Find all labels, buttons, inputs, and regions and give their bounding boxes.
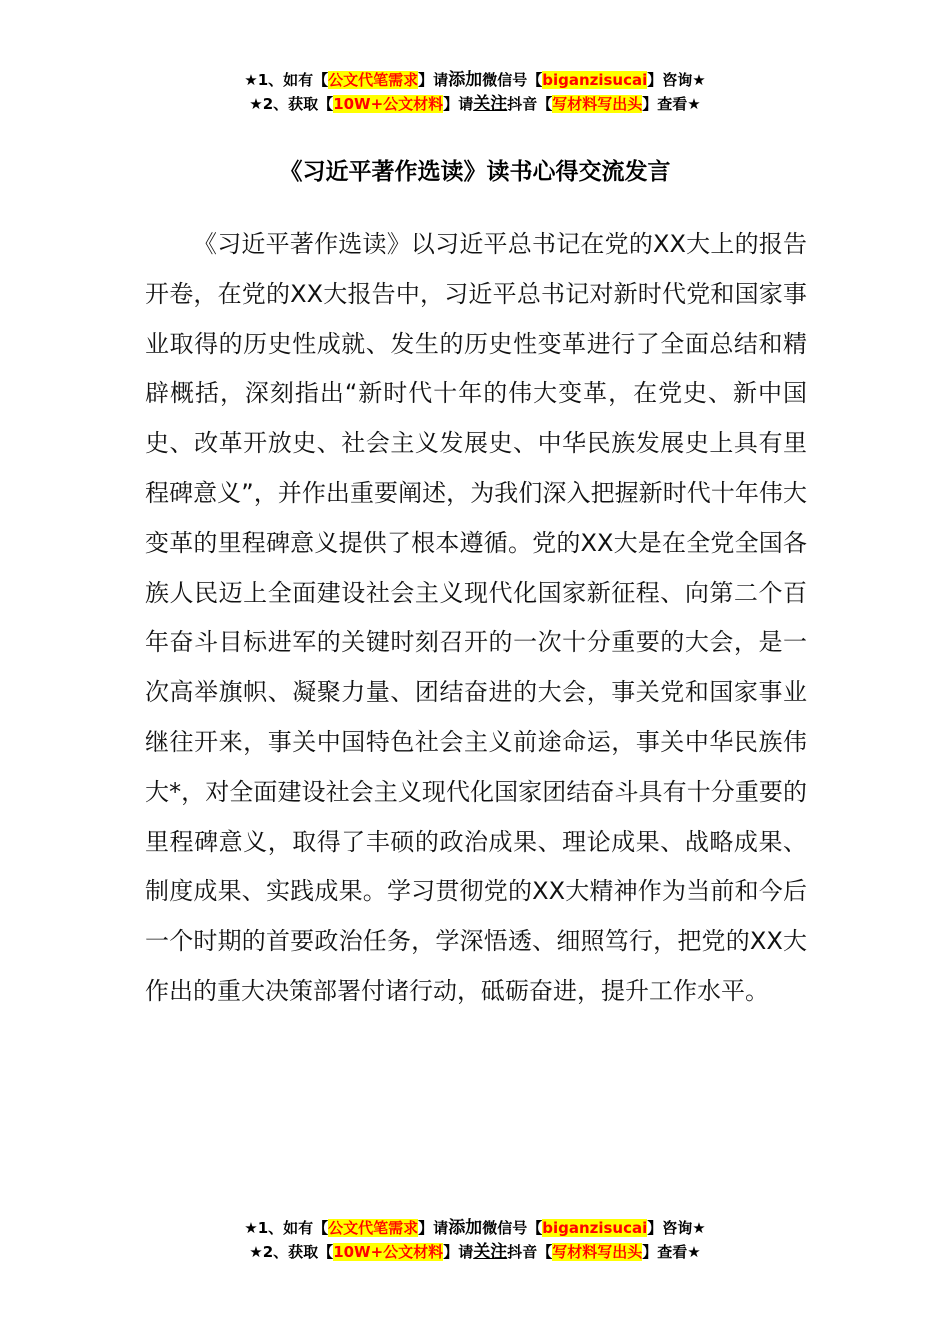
highlight-douyin: 写材料写出头 [552,95,643,113]
highlight-materials: 10W+公文材料 [333,95,444,113]
header-banner [0,68,950,116]
footer-banner [0,1216,950,1264]
banner-line-2: ★2、获取【10W+公文材料】请关注抖音【写材料写出头】查看★ [249,94,701,114]
banner-line-1: ★1、如有【公文代笔需求】请添加微信号【biganzisucai】咨询★ [244,70,706,90]
banner-line-2: ★2、获取【10W+公文材料】请关注抖音【写材料写出头】查看★ [249,1242,701,1262]
banner-line-1: ★1、如有【公文代笔需求】请添加微信号【biganzisucai】咨询★ [244,1218,706,1238]
highlight-douyin: 写材料写出头 [552,1243,643,1261]
highlight-wechat-id: biganzisucai [542,1219,648,1237]
highlight-service: 公文代笔需求 [328,1219,419,1237]
highlight-materials: 10W+公文材料 [333,1243,444,1261]
highlight-wechat-id: biganzisucai [542,71,648,89]
highlight-service: 公文代笔需求 [328,71,419,89]
document-title: 《习近平著作选读》读书心得交流发言 [279,159,671,185]
body-paragraph: 《习近平著作选读》以习近平总书记在党的XX大上的报告开卷，在党的XX大报告中，习近平总书记对新时代党和国家事业取得的历史性成就、发生的历史性变革进行了全面总结和精辟概括，深刻指出“新时代十年的伟大变革，在党史、新中国史、改革开放史、社会主义发展史、中华民族发展史上具有里程碑意义”，并作出重要阐述，为我们深入把握新时代十年伟大变革的里程碑意义提供了根本遵循。党的XX大是在全党全国各族人民迈上全面建设社会主义现代化国家新征程、向第二个百年奋斗目标进军的关键时刻召开的一次十分重要的大会，是一次高举旗帜、凝聚力量、团结奋进的大会，事关党和国家事业继往开来，事关中国特色社会主义前途命运，事关中华民族伟大*，对全面建设社会主义现代化国家团结奋斗具有十分重要的里程碑意义，取得了丰硕的政治成果、理论成果、战略成果、制度成果、实践成果。学习贯彻党的XX大精神作为当前和今后一个时期的首要政治任务，学深悟透、细照笃行，把党的XX大作出的重大决策部署付诸行动，砥砺奋进，提升工作水平。 [145,230,807,1005]
